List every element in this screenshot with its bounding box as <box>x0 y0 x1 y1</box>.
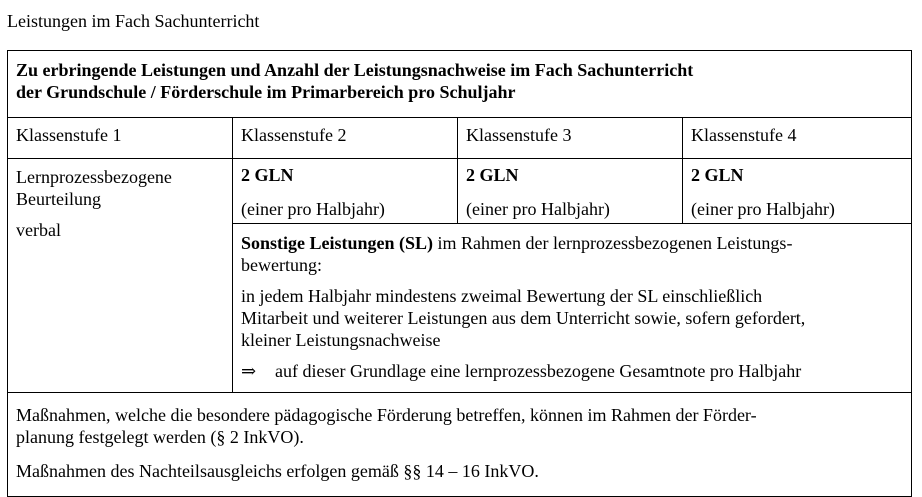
sl-lead-bold: Sonstige Leistungen (SL) <box>241 233 434 253</box>
other-achievements-cell <box>233 224 912 393</box>
gln-note: (einer pro Halbjahr) <box>466 199 610 219</box>
assessment-verbal: verbal <box>16 220 61 240</box>
grade-2-gln-cell <box>233 159 458 224</box>
table-title-row <box>8 51 912 118</box>
sl-lead <box>241 232 903 254</box>
footer-row <box>8 393 912 497</box>
footer-line-2: planung festgelegt werden (§ 2 InkVO). <box>16 427 304 447</box>
footer-note-cell <box>8 393 912 497</box>
sl-lead-line-2: bewertung: <box>241 255 322 275</box>
assessment-label-line-2: Beurteilung <box>16 189 101 209</box>
page-heading: Leistungen im Fach Sachunterricht <box>7 11 260 31</box>
assessment-label-line-1: Lernprozessbezogene <box>16 167 172 187</box>
implies-arrow-icon: ⇒ <box>241 361 257 381</box>
footer-line-3: Maßnahmen des Nachteilsausgleichs erfolgen gemäß §§ 14 – 16 InkVO. <box>16 461 539 481</box>
sl-body <box>241 285 903 351</box>
gln-count: 2 GLN <box>241 165 294 185</box>
table-title-line-1: Zu erbringende Leistungen und Anzahl der Leistungsnachweise im Fach Sachunterricht <box>16 60 694 80</box>
column-header-grade-2: Klassenstufe 2 <box>233 118 458 159</box>
column-header-grade-1: Klassenstufe 1 <box>8 118 233 159</box>
sl-body-line-1: in jedem Halbjahr mindestens zweimal Bewertung der SL einschließlich <box>241 286 763 306</box>
column-header-grade-3: Klassenstufe 3 <box>458 118 683 159</box>
column-header-row <box>8 118 912 159</box>
assessment-table <box>7 50 912 497</box>
gln-note: (einer pro Halbjahr) <box>241 199 385 219</box>
sl-lead-rest: im Rahmen der lernprozessbezogenen Leistungs- <box>433 233 793 253</box>
footer-line-1: Maßnahmen, welche die besondere pädagogische Förderung betreffen, können im Rahmen der Förder- <box>16 405 757 425</box>
grade-4-gln-cell <box>683 159 912 224</box>
gln-row <box>8 159 912 224</box>
gln-note: (einer pro Halbjahr) <box>691 199 835 219</box>
grade-3-gln-cell <box>458 159 683 224</box>
gln-count: 2 GLN <box>691 165 744 185</box>
sl-result-text: auf dieser Grundlage eine lernprozessbezogene Gesamtnote pro Halbjahr <box>275 361 802 381</box>
sl-body-line-3: kleiner Leistungsnachweise <box>241 330 441 350</box>
grade-1-assessment-cell <box>8 159 233 393</box>
sl-result <box>241 360 903 382</box>
table-title-line-2: der Grundschule / Förderschule im Primarbereich pro Schuljahr <box>16 82 516 102</box>
column-header-grade-4: Klassenstufe 4 <box>683 118 912 159</box>
table-title <box>8 51 912 118</box>
gln-count: 2 GLN <box>466 165 519 185</box>
sl-body-line-2: Mitarbeit und weiterer Leistungen aus dem Unterricht sowie, sofern gefordert, <box>241 308 806 328</box>
